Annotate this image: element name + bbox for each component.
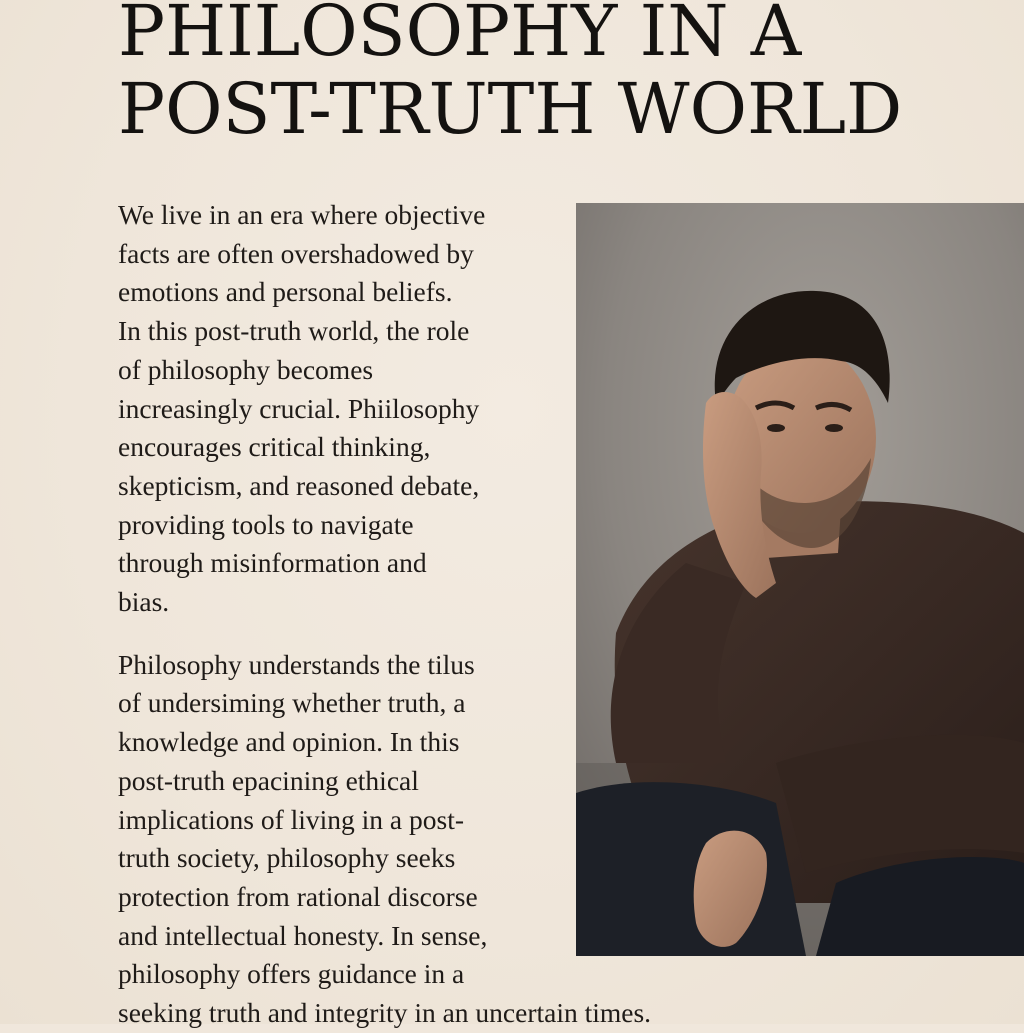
title-line-1: PHILOSOPHY IN A	[118, 0, 802, 72]
text-line: of undersiming whether truth, a	[118, 687, 466, 719]
text-line: increasingly crucial. Phiilosophy	[118, 392, 480, 424]
page-title	[118, 0, 998, 148]
text-line: knowledge and opinion. In this	[118, 726, 460, 758]
paragraph-1	[118, 196, 558, 622]
text-line: Philosophy understands the tilus	[118, 648, 475, 680]
photo-illustration	[576, 203, 1024, 956]
paragraph-2	[118, 646, 652, 1033]
jeans	[576, 782, 806, 956]
text-line: bias.	[118, 586, 170, 618]
text-line: and intellectual honesty. In sense,	[118, 919, 488, 951]
text-line: facts are often overshadowed by	[118, 237, 474, 269]
text-line: seeking truth and integrity in an uncertain times.	[118, 997, 652, 1029]
text-line: In this post-truth world, the role	[118, 315, 470, 347]
text-line: of philosophy becomes	[118, 353, 374, 385]
text-line: implications of living in a post-	[118, 803, 465, 835]
text-line: emotions and personal beliefs.	[118, 276, 453, 308]
text-line: philosophy offers guidance in a	[118, 958, 465, 990]
pensive-man-photo	[576, 203, 1024, 956]
paragraph-gap	[118, 622, 558, 646]
text-line: providing tools to navigate	[118, 508, 414, 540]
text-line: encourages critical thinking,	[118, 431, 431, 463]
title-line-2: POST-TRUTH WORLD	[118, 68, 903, 150]
text-line: through misinformation and	[118, 547, 427, 579]
text-line: truth society, philosophy seeks	[118, 842, 456, 874]
text-line: post-truth epacining ethical	[118, 764, 419, 796]
text-line: skepticism, and reasoned debate,	[118, 469, 480, 501]
text-line: protection from rational discorse	[118, 880, 478, 912]
text-line: We live in an era where objective	[118, 199, 486, 230]
article-body	[118, 196, 652, 1033]
